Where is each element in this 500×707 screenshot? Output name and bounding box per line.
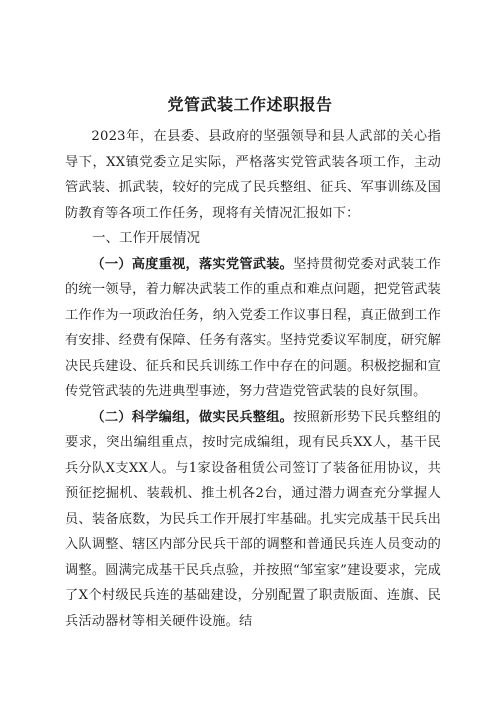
item-2-label: （二）科学编组，做实民兵整组。 [91, 409, 294, 425]
item-1-text: 坚持贯彻党委对武装工作的统一领导，着力解决武装工作的重点和难点问题，把党管武装工作作为一项政治任务，纳入党委工作议事日程，真正做到工作有安排、经费有保障、任务有落实。坚持党委议军制度，研究解决民兵建设、征兵和民兵训练工作中存在的问题。积极挖掘和宣传党管武装的先进典型事迹，努力营造党管武装的良好氛围。 [65, 256, 441, 399]
paragraph-item-2 [65, 405, 441, 635]
intro-paragraph: 2023年，在县委、县政府的坚强领导和县人武部的关心指导下，XX镇党委立足实际，严格落实党管武装各项工作，主动管武装、抓武装，较好的完成了民兵整组、征兵、军事训练及国防教育等各项工作任务，现将有关情况汇报如下： [65, 129, 441, 221]
item-2-text: 按照新形势下民兵整组的要求，突出编组重点，按时完成编组，现有民兵XX人，基干民兵分队X支XX人。与1家设备租赁公司签订了装备征用协议，共预征挖掘机、装载机、推土机各2台，通过潜力调查充分掌握人员、装备底数，为民兵工作开展打牢基础。扎实完成基干民兵出入队调整、辖区内部分民兵干部的调整和普通民兵连人员变动的调整。圆满完成基干民兵点验，并按照“邹室家”建设要求，完成了X个村级民兵连的基础建设，分别配置了职责版面、连旗、民兵活动器材等相关硬件设施。结 [65, 409, 441, 629]
paragraph-item-1 [65, 252, 441, 405]
document-title: 党管武装工作述职报告 [167, 95, 333, 114]
item-1-label: （一）高度重视，落实党管武装。 [91, 256, 294, 272]
section-heading: 一、工作开展情况 [92, 230, 200, 246]
document-body [65, 124, 441, 634]
